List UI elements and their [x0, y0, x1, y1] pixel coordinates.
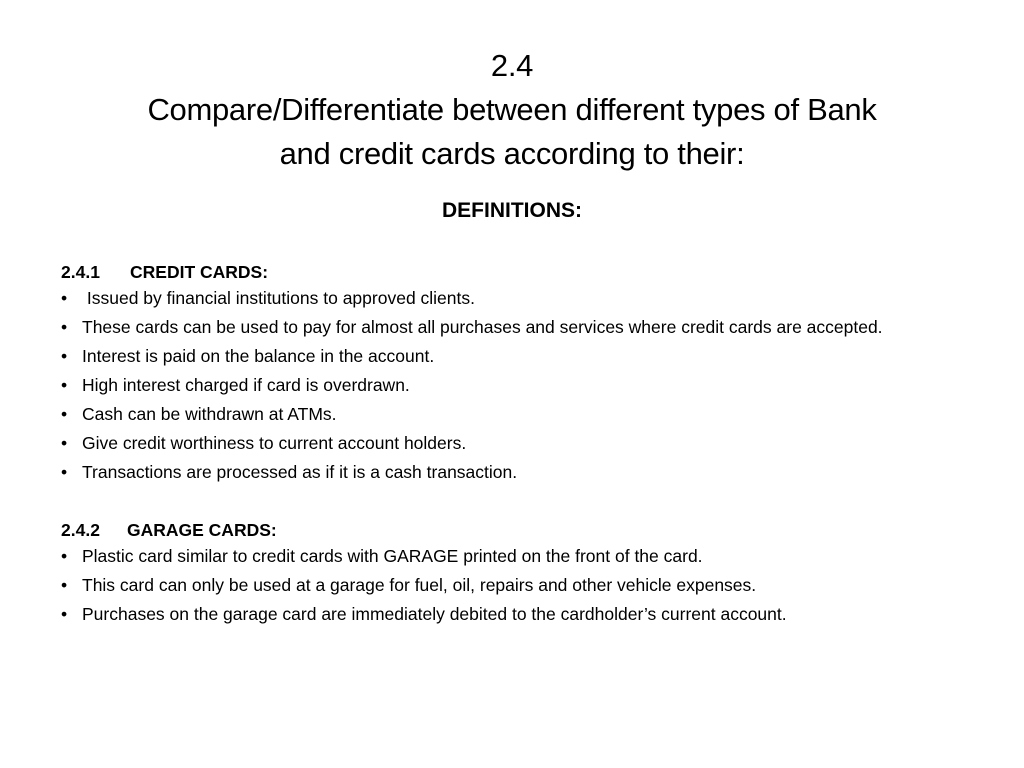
list-item: [61, 573, 981, 597]
section-heading-garage-cards: [61, 516, 981, 544]
definitions-heading: DEFINITIONS:: [442, 199, 582, 222]
bullet-icon: •: [61, 404, 68, 424]
bullet-icon: •: [61, 375, 68, 395]
list-item-text: Issued by financial institutions to approved clients.: [82, 288, 475, 308]
bullet-icon: •: [61, 433, 68, 453]
garage-cards-list: [61, 544, 981, 626]
bullet-icon: •: [61, 604, 68, 624]
list-item: [61, 344, 981, 368]
bullet-icon: •: [61, 346, 68, 366]
list-item-text: Give credit worthiness to current account holders.: [82, 433, 467, 453]
section-spacer: [61, 489, 981, 516]
section-title: GARAGE CARDS:: [127, 520, 277, 540]
list-item-text: Interest is paid on the balance in the account.: [82, 346, 435, 366]
list-item: [61, 402, 981, 426]
bullet-icon: •: [61, 546, 68, 566]
credit-cards-list: [61, 286, 981, 484]
title-section-number: 2.4: [490, 48, 534, 83]
list-item: [61, 431, 981, 455]
list-item: [61, 602, 981, 626]
list-item-text: Plastic card similar to credit cards with GARAGE printed on the front of the card.: [82, 546, 703, 566]
section-title: CREDIT CARDS:: [130, 262, 269, 282]
bullet-icon: •: [61, 462, 68, 482]
list-item-text: High interest charged if card is overdrawn.: [82, 375, 410, 395]
list-item-text: Purchases on the garage card are immediately debited to the cardholder’s current account.: [82, 604, 787, 624]
list-item-text: These cards can be used to pay for almost all purchases and services where credit cards are accepted.: [82, 317, 883, 337]
list-item: [61, 373, 981, 397]
section-heading-credit-cards: [61, 258, 981, 286]
bullet-icon: •: [61, 288, 68, 308]
title-line-2: and credit cards according to their:: [279, 136, 745, 171]
section-number: 2.4.2: [61, 520, 100, 540]
list-item: [61, 460, 981, 484]
list-item: [61, 544, 981, 568]
list-item-text: Cash can be withdrawn at ATMs.: [82, 404, 337, 424]
slide-title: [40, 44, 984, 176]
list-item: [61, 286, 981, 310]
list-item: [61, 315, 981, 339]
section-number: 2.4.1: [61, 262, 100, 282]
title-line-1: Compare/Differentiate between different types of Bank: [147, 92, 877, 127]
list-item-text: This card can only be used at a garage for fuel, oil, repairs and other vehicle expenses.: [82, 575, 757, 595]
bullet-icon: •: [61, 317, 68, 337]
slide-body: [61, 258, 981, 631]
list-item-text: Transactions are processed as if it is a cash transaction.: [82, 462, 518, 482]
bullet-icon: •: [61, 575, 68, 595]
